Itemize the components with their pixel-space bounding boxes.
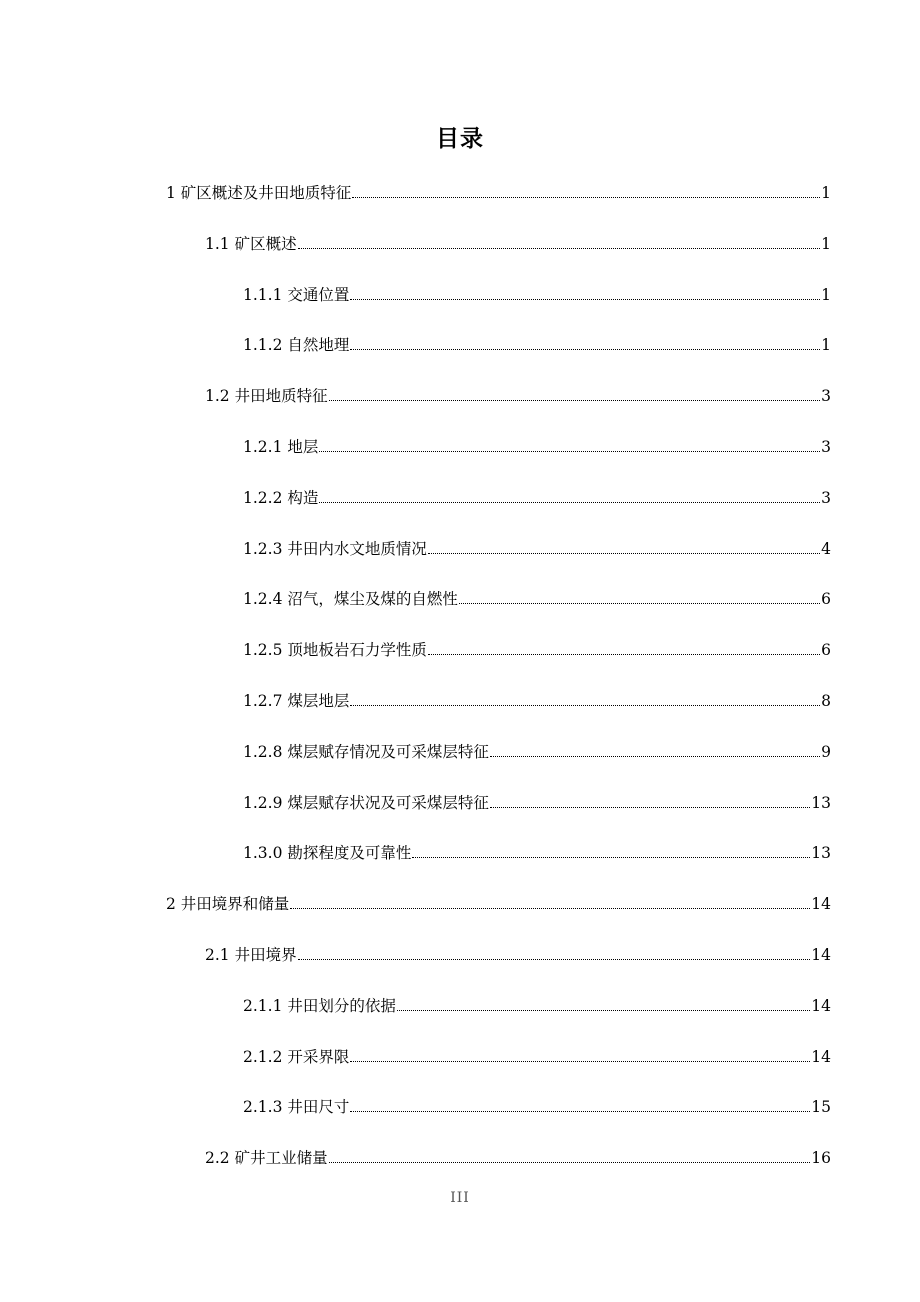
toc-dot-leader xyxy=(319,451,820,452)
toc-entry-text: 1.2.8 煤层赋存情况及可采煤层特征 xyxy=(243,742,489,761)
toc-dot-leader xyxy=(290,908,810,909)
toc-entry-page-number: 1 xyxy=(821,285,831,304)
page-number-footer: III xyxy=(450,1190,470,1206)
toc-entry-text: 2.1 井田境界 xyxy=(205,946,297,964)
toc-entry-text: 1.3.0 勘探程度及可靠性 xyxy=(243,844,412,863)
toc-entry-text: 1.2.2 构造 xyxy=(243,488,319,507)
toc-entry-page-number: 6 xyxy=(821,590,831,609)
toc-entry-page-number: 8 xyxy=(821,692,831,710)
toc-entry-page-number: 14 xyxy=(811,895,831,914)
toc-entry[interactable] xyxy=(243,640,831,660)
toc-dot-leader xyxy=(298,248,821,249)
toc-dot-leader xyxy=(350,349,820,350)
toc-entry-page-number: 13 xyxy=(811,844,831,863)
toc-dot-leader xyxy=(490,756,820,757)
toc-entry-page-number: 1 xyxy=(821,234,831,253)
toc-entry[interactable] xyxy=(243,539,831,559)
toc-entry[interactable] xyxy=(205,945,831,965)
toc-entry[interactable] xyxy=(243,843,831,863)
toc-entry[interactable] xyxy=(243,996,831,1016)
toc-entry-text: 1.2.7 煤层地层 xyxy=(243,692,350,710)
toc-entry-text: 1 矿区概述及井田地质特征 xyxy=(166,184,352,202)
toc-entry-page-number: 1 xyxy=(821,336,831,355)
toc-entry[interactable] xyxy=(205,234,831,254)
toc-entry-page-number: 16 xyxy=(811,1149,831,1168)
toc-dot-leader xyxy=(329,400,821,401)
toc-entry[interactable] xyxy=(243,437,831,457)
toc-dot-leader xyxy=(350,705,820,706)
toc-entry[interactable] xyxy=(243,335,831,355)
toc-entry-page-number: 14 xyxy=(811,996,831,1015)
toc-entry[interactable] xyxy=(166,894,831,914)
toc-entry-text: 2.1.1 井田划分的依据 xyxy=(243,996,396,1015)
toc-dot-leader xyxy=(329,1162,811,1163)
toc-entry-page-number: 14 xyxy=(811,1047,831,1066)
toc-dot-leader xyxy=(350,1061,810,1062)
toc-dot-leader xyxy=(490,807,810,808)
toc-entry-page-number: 1 xyxy=(821,184,831,202)
toc-entry-text: 1.2.5 顶地板岩石力学性质 xyxy=(243,641,427,660)
toc-dot-leader xyxy=(319,502,820,503)
toc-entry-text: 1.2.3 井田内水文地质情况 xyxy=(243,539,427,558)
toc-entry-text: 1.1 矿区概述 xyxy=(205,234,297,253)
toc-entry[interactable] xyxy=(243,742,831,762)
toc-entry[interactable] xyxy=(243,1097,831,1117)
toc-entry-page-number: 15 xyxy=(811,1098,831,1117)
toc-entry[interactable] xyxy=(243,793,831,813)
toc-dot-leader xyxy=(352,197,820,198)
toc-entry[interactable] xyxy=(205,386,831,406)
toc-entry[interactable] xyxy=(243,1047,831,1067)
toc-dot-leader xyxy=(350,299,820,300)
toc-entry-text: 1.2 井田地质特征 xyxy=(205,387,328,406)
toc-entry-text: 1.1.1 交通位置 xyxy=(243,285,350,304)
toc-entry-text: 2.1.3 井田尺寸 xyxy=(243,1098,350,1117)
toc-entry-text: 1.2.4 沼气，煤尘及煤的自燃性 xyxy=(243,590,458,609)
toc-dot-leader xyxy=(428,553,820,554)
toc-entry-text: 1.2.1 地层 xyxy=(243,438,319,456)
toc-entry-text: 2 井田境界和储量 xyxy=(166,895,290,914)
toc-dot-leader xyxy=(350,1111,810,1112)
toc-dot-leader xyxy=(298,959,811,960)
toc-entry-text: 1.1.2 自然地理 xyxy=(243,336,350,355)
toc-entry[interactable] xyxy=(166,183,831,203)
toc-entry[interactable] xyxy=(243,488,831,508)
toc-entry-page-number: 3 xyxy=(821,488,831,507)
toc-dot-leader xyxy=(459,603,820,604)
toc-dot-leader xyxy=(412,857,810,858)
toc-entry-page-number: 13 xyxy=(811,793,831,812)
toc-entry-text: 2.1.2 开采界限 xyxy=(243,1047,350,1066)
toc-entry-page-number: 9 xyxy=(821,742,831,761)
toc-entry-page-number: 14 xyxy=(811,946,831,964)
toc-entry-page-number: 3 xyxy=(821,387,831,406)
toc-dot-leader xyxy=(397,1010,810,1011)
toc-entry[interactable] xyxy=(243,589,831,609)
toc-entry[interactable] xyxy=(205,1148,831,1168)
toc-entry-page-number: 6 xyxy=(821,641,831,660)
toc-entry[interactable] xyxy=(243,691,831,711)
toc-entry-text: 1.2.9 煤层赋存状况及可采煤层特征 xyxy=(243,793,489,812)
toc-title: 目录 xyxy=(436,126,484,152)
toc-entry[interactable] xyxy=(243,285,831,305)
toc-entry-page-number: 4 xyxy=(821,539,831,558)
toc-dot-leader xyxy=(428,654,820,655)
toc-entry-page-number: 3 xyxy=(821,438,831,456)
toc-entry-text: 2.2 矿井工业储量 xyxy=(205,1149,328,1168)
